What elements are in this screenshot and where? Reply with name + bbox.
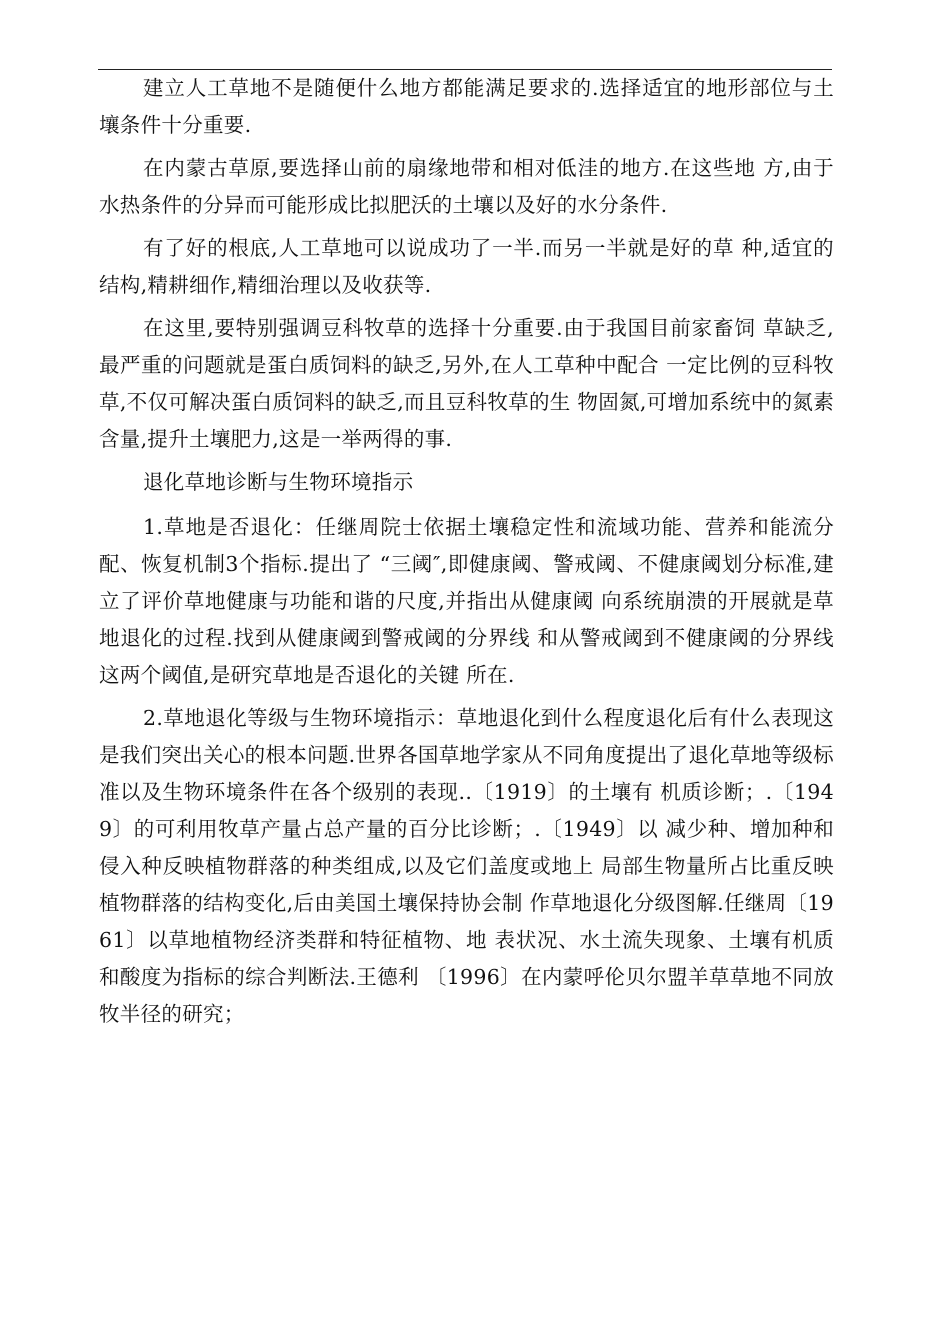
paragraph-legume-forage: 在这里,要特别强调豆科牧草的选择十分重要.由于我国目前家畜饲 草缺乏,最严重的问题就是蛋白质饲料的缺乏,另外,在人工草种中配合 一定比例的豆科牧草,不仅可解决蛋白质饲料的缺乏,而且豆科牧草的生 物固氮,可增加系统中的氮素含量,提升土壤肥力,这是一举两得的事. xyxy=(99,316,834,451)
paragraph-degradation-levels: 2.草地退化等级与生物环境指示：草地退化到什么程度退化后有什么表现这是我们突出关心的根本问题.世界各国草地学家从不同角度提出了退化草地等级标准以及生物环境条件在各个级别的表现..〔1919〕的土壤有 机质诊断；.〔1949〕的可利用牧草产量占总产量的百分比诊断；.〔1949〕以 减少种、增加种和侵入种反映植物群落的种类组成,以及它们盖度或地上 局部生物量所占比重反映植物群落的结构变化,后由美国土壤保持协会制 作草地退化分级图解.任继周〔1961〕以草地植物经济类群和特征植物、地 表状况、水土流失现象、土壤有机质和酸度为指标的综合判断法.王德利 〔1996〕在内蒙呼伦贝尔盟羊草草地不同放牧半径的研究； xyxy=(99,706,834,1026)
paragraph-site-selection: 建立人工草地不是随便什么地方都能满足要求的.选择适宜的地形部位与土壤条件十分重要. xyxy=(99,76,834,137)
paragraph-degradation-diagnosis: 1.草地是否退化：任继周院士依据土壤稳定性和流域功能、营养和能流分配、恢复机制3个指标.提出了 “三阈″,即健康阈、警戒阈、不健康阈划分标准,建立了评价草地健康与功能和谐的尺度,并指出从健康阈 向系统崩溃的开展就是草地退化的过程.找到从健康阈到警戒阈的分界线 和从警戒阈到不健康阈的分界线这两个阈值,是研究草地是否退化的关键 所在. xyxy=(99,515,834,687)
document-body xyxy=(99,70,834,1039)
paragraph-inner-mongolia: 在内蒙古草原,要选择山前的扇缘地带和相对低洼的地方.在这些地 方,由于水热条件的分异而可能形成比拟肥沃的土壤以及好的水分条件. xyxy=(99,156,834,217)
section-heading: 退化草地诊断与生物环境指示 xyxy=(143,470,414,494)
paragraph-foundation: 有了好的根底,人工草地可以说成功了一半.而另一半就是好的草 种,适宜的结构,精耕细作,精细治理以及收获等. xyxy=(99,236,834,297)
